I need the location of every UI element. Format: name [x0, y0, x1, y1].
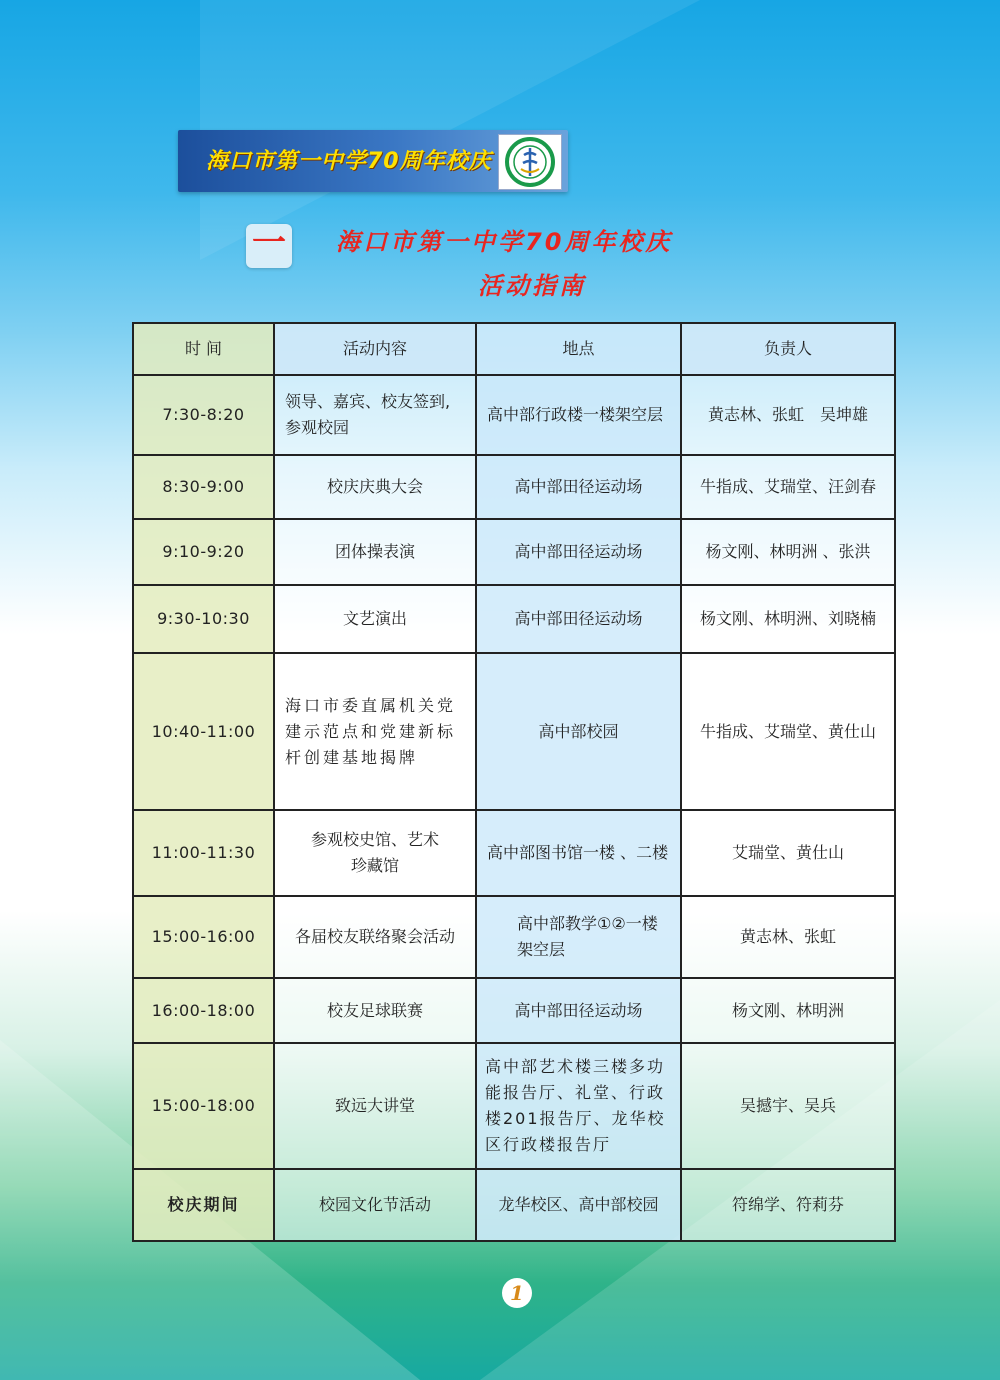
table-row	[133, 519, 895, 585]
cell-activity: 校友足球联赛	[274, 978, 476, 1043]
header-person: 负责人	[681, 323, 895, 375]
header-time: 时 间	[133, 323, 274, 375]
section-title: 海口市第一中学70周年校庆	[336, 228, 673, 256]
cell-time: 7:30-8:20	[133, 375, 274, 455]
header-banner	[178, 130, 568, 192]
cell-time: 10:40-11:00	[133, 653, 274, 810]
table-row	[133, 1169, 895, 1241]
cell-person: 黄志林、张虹	[681, 896, 895, 978]
cell-time: 11:00-11:30	[133, 810, 274, 896]
table-row	[133, 455, 895, 519]
cell-person: 吴撼宇、吴兵	[681, 1043, 895, 1169]
cell-location: 高中部教学①②一楼架空层	[476, 896, 681, 978]
cell-person: 牛指成、艾瑞堂、黄仕山	[681, 653, 895, 810]
cell-location: 高中部图书馆一楼 、二楼	[476, 810, 681, 896]
cell-time: 9:30-10:30	[133, 585, 274, 653]
schedule-table	[132, 322, 896, 1242]
cell-activity: 各届校友联络聚会活动	[274, 896, 476, 978]
cell-time: 校庆期间	[133, 1169, 274, 1241]
banner-title: 海口市第一中学70周年校庆	[206, 149, 492, 174]
cell-activity: 团体操表演	[274, 519, 476, 585]
cell-person: 符绵学、符莉芬	[681, 1169, 895, 1241]
table-row	[133, 375, 895, 455]
cell-person: 杨文刚、林明洲	[681, 978, 895, 1043]
cell-location: 龙华校区、高中部校园	[476, 1169, 681, 1241]
cell-time: 8:30-9:00	[133, 455, 274, 519]
cell-location: 高中部校园	[476, 653, 681, 810]
cell-time: 9:10-9:20	[133, 519, 274, 585]
school-emblem-icon	[498, 134, 562, 190]
header-activity: 活动内容	[274, 323, 476, 375]
cell-activity: 参观校史馆、艺术珍藏馆	[274, 810, 476, 896]
cell-time: 16:00-18:00	[133, 978, 274, 1043]
table-row	[133, 896, 895, 978]
cell-location: 高中部田径运动场	[476, 455, 681, 519]
cell-person: 黄志林、张虹 吴坤雄	[681, 375, 895, 455]
cell-activity: 文艺演出	[274, 585, 476, 653]
cell-activity: 海口市委直属机关党建示范点和党建新标杆创建基地揭牌	[274, 653, 476, 810]
cell-person: 杨文刚、林明洲、刘晓楠	[681, 585, 895, 653]
cell-location: 高中部田径运动场	[476, 978, 681, 1043]
cell-activity: 领导、嘉宾、校友签到,参观校园	[274, 375, 476, 455]
table-row	[133, 653, 895, 810]
table-header-row	[133, 323, 895, 375]
cell-location: 高中部艺术楼三楼多功能报告厅、礼堂、行政楼201报告厅、龙华校区行政楼报告厅	[476, 1043, 681, 1169]
cell-time: 15:00-16:00	[133, 896, 274, 978]
section-number: 一	[246, 224, 292, 268]
table-row	[133, 1043, 895, 1169]
cell-activity: 致远大讲堂	[274, 1043, 476, 1169]
cell-person: 杨文刚、林明洲 、张洪	[681, 519, 895, 585]
cell-person: 牛指成、艾瑞堂、汪剑春	[681, 455, 895, 519]
cell-location: 高中部田径运动场	[476, 585, 681, 653]
table-row	[133, 585, 895, 653]
cell-activity: 校庆庆典大会	[274, 455, 476, 519]
cell-location: 高中部行政楼一楼架空层	[476, 375, 681, 455]
cell-activity: 校园文化节活动	[274, 1169, 476, 1241]
table-row	[133, 810, 895, 896]
cell-time: 15:00-18:00	[133, 1043, 274, 1169]
page-number: 1	[502, 1278, 532, 1308]
header-location: 地点	[476, 323, 681, 375]
section-subtitle: 活动指南	[478, 272, 586, 300]
table-row	[133, 978, 895, 1043]
cell-person: 艾瑞堂、黄仕山	[681, 810, 895, 896]
cell-location: 高中部田径运动场	[476, 519, 681, 585]
